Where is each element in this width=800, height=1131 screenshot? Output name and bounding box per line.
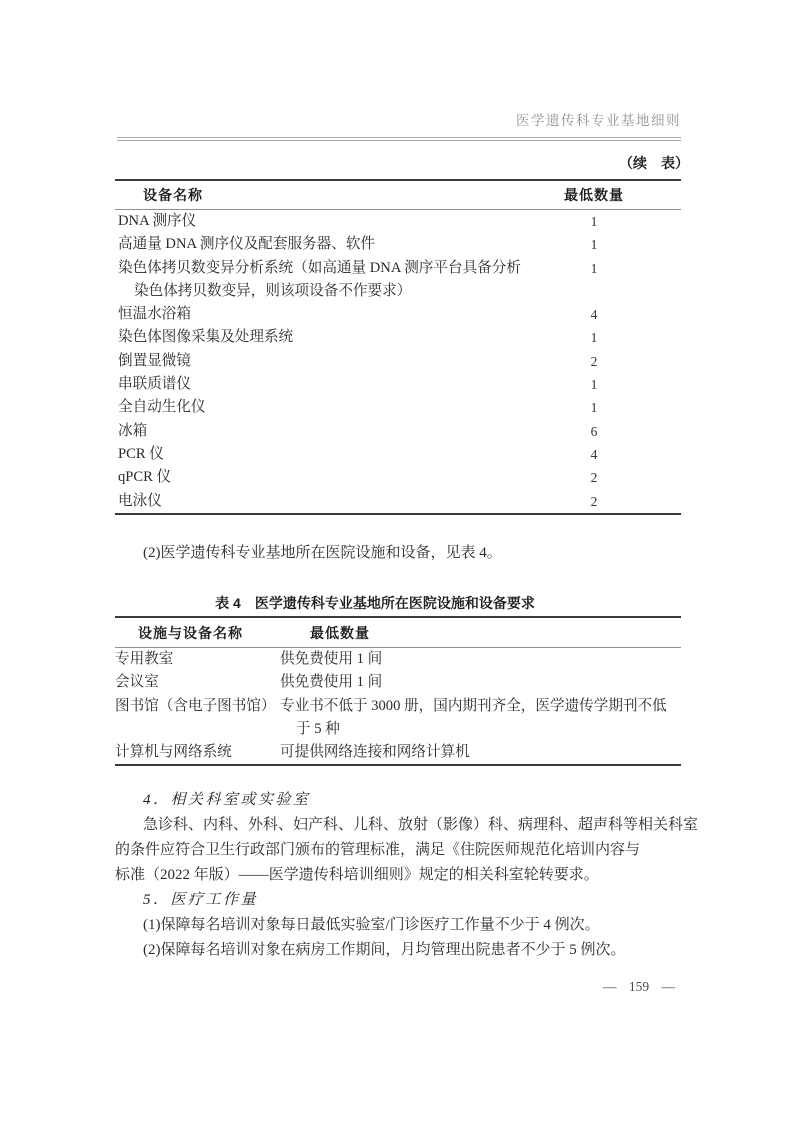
table-row <box>115 210 681 233</box>
min-quantity: 2 <box>590 493 598 509</box>
equipment-name: 全自动生化仪 <box>118 399 206 416</box>
table-row <box>115 396 681 419</box>
column-header-facility-name: 设施与设备名称 <box>138 625 243 641</box>
facility-requirement-cell <box>280 648 681 671</box>
equipment-name: 高通量 DNA 测序仪及配套服务器、软件 <box>118 236 376 253</box>
equipment-name: 染色体图像采集及处理系统 <box>118 329 294 346</box>
min-quantity: 1 <box>590 214 598 229</box>
table-row <box>115 350 681 373</box>
paragraph-line: 急诊科、内科、外科、妇产科、儿科、放射（影像）科、病理科、超声科等相关科室 <box>143 817 699 833</box>
table-row <box>115 490 681 513</box>
table-row <box>115 420 681 443</box>
equipment-name: 电泳仪 <box>118 492 162 509</box>
equipment-name: 倒置显微镜 <box>118 352 191 369</box>
table-row <box>115 671 681 694</box>
table-row <box>115 443 681 466</box>
facility-requirement: 可提供网络连接和网络计算机 <box>280 744 470 761</box>
equipment-table-body <box>115 210 681 513</box>
min-quantity: 4 <box>590 446 598 462</box>
table-row <box>115 373 681 396</box>
facility-requirement-cell <box>280 695 681 742</box>
table-continued-label: （续 表） <box>619 155 689 171</box>
min-quantity: 2 <box>590 353 598 369</box>
facility-requirement-cell <box>280 671 681 694</box>
body-text-block <box>115 788 699 963</box>
equipment-name: DNA 测序仪 <box>118 213 197 229</box>
table-row <box>115 741 681 764</box>
min-quantity: 1 <box>590 400 598 416</box>
min-quantity: 4 <box>590 307 598 323</box>
column-header-min-quantity: 最低数量 <box>310 625 370 641</box>
equipment-name: qPCR 仪 <box>118 469 172 486</box>
min-quantity: 2 <box>590 470 598 486</box>
running-header: 医学遗传科专业基地细则 <box>516 113 681 128</box>
paragraph-line: 的条件应符合卫生行政部门颁布的管理标准，满足《住院医师规范化培训内容与 <box>115 842 641 858</box>
page-content <box>115 0 699 1131</box>
facility-requirement-cell <box>280 741 681 764</box>
equipment-name: 恒温水浴箱 <box>118 306 191 323</box>
column-header-min-quantity: 最低数量 <box>564 187 624 203</box>
facility-requirement: 供免费使用 1 间 <box>280 651 383 667</box>
equipment-table <box>115 179 681 515</box>
equipment-name: 串联质谱仪 <box>118 376 191 393</box>
min-quantity: 1 <box>590 330 598 346</box>
equipment-name: PCR 仪 <box>118 445 164 462</box>
facility-table <box>115 616 681 766</box>
table-row <box>115 648 681 671</box>
equipment-name: 冰箱 <box>118 422 148 439</box>
table4-caption: 表 4 医学遗传科专业基地所在医院设施和设备要求 <box>215 595 535 611</box>
facility-name: 专用教室 <box>115 651 174 667</box>
equipment-name: 染色体拷贝数变异分析系统（如高通量 DNA 测序平台具备分析 <box>118 259 521 276</box>
facility-table-header-row <box>115 618 681 648</box>
table-row <box>115 466 681 489</box>
page-number: — 159 — <box>603 979 675 994</box>
equipment-table-header-row <box>115 181 681 210</box>
paragraph-line: 标准（2022 年版）——医学遗传科培训细则》规定的相关科室轮转要求。 <box>115 867 599 883</box>
min-quantity: 1 <box>590 260 598 276</box>
table-row <box>115 695 681 742</box>
equipment-name: 染色体拷贝数变异，则该项设备不作要求） <box>134 282 412 299</box>
table-row <box>115 326 681 349</box>
facility-name: 计算机与网络系统 <box>115 744 232 761</box>
column-header-equipment-name: 设备名称 <box>143 187 203 203</box>
table-row <box>115 303 681 326</box>
section-heading: 5．医疗工作量 <box>143 892 259 908</box>
header-rule <box>117 137 681 141</box>
facility-requirement: 供免费使用 1 间 <box>280 674 383 691</box>
paragraph-line: (1)保障每名培训对象每日最低实验室/门诊医疗工作量不少于 4 例次。 <box>143 917 600 933</box>
table-row <box>115 257 681 304</box>
section-heading: 4．相关科室或实验室 <box>143 792 311 808</box>
facility-table-body <box>115 648 681 764</box>
facility-requirement: 专业书不低于 3000 册，国内期刊齐全，医学遗传学期刊不低 <box>280 697 667 714</box>
min-quantity: 6 <box>590 423 598 439</box>
facility-requirement: 于 5 种 <box>296 720 340 737</box>
paragraph-table4-intro: (2)医学遗传科专业基地所在医院设施和设备，见表 4。 <box>143 545 502 561</box>
facility-name: 会议室 <box>115 674 159 691</box>
min-quantity: 1 <box>590 237 598 253</box>
paragraph-line: (2)保障每名培训对象在病房工作期间，月均管理出院患者不少于 5 例次。 <box>143 942 626 958</box>
table-row <box>115 233 681 256</box>
facility-name: 图书馆（含电子图书馆） <box>115 697 276 714</box>
min-quantity: 1 <box>590 377 598 393</box>
